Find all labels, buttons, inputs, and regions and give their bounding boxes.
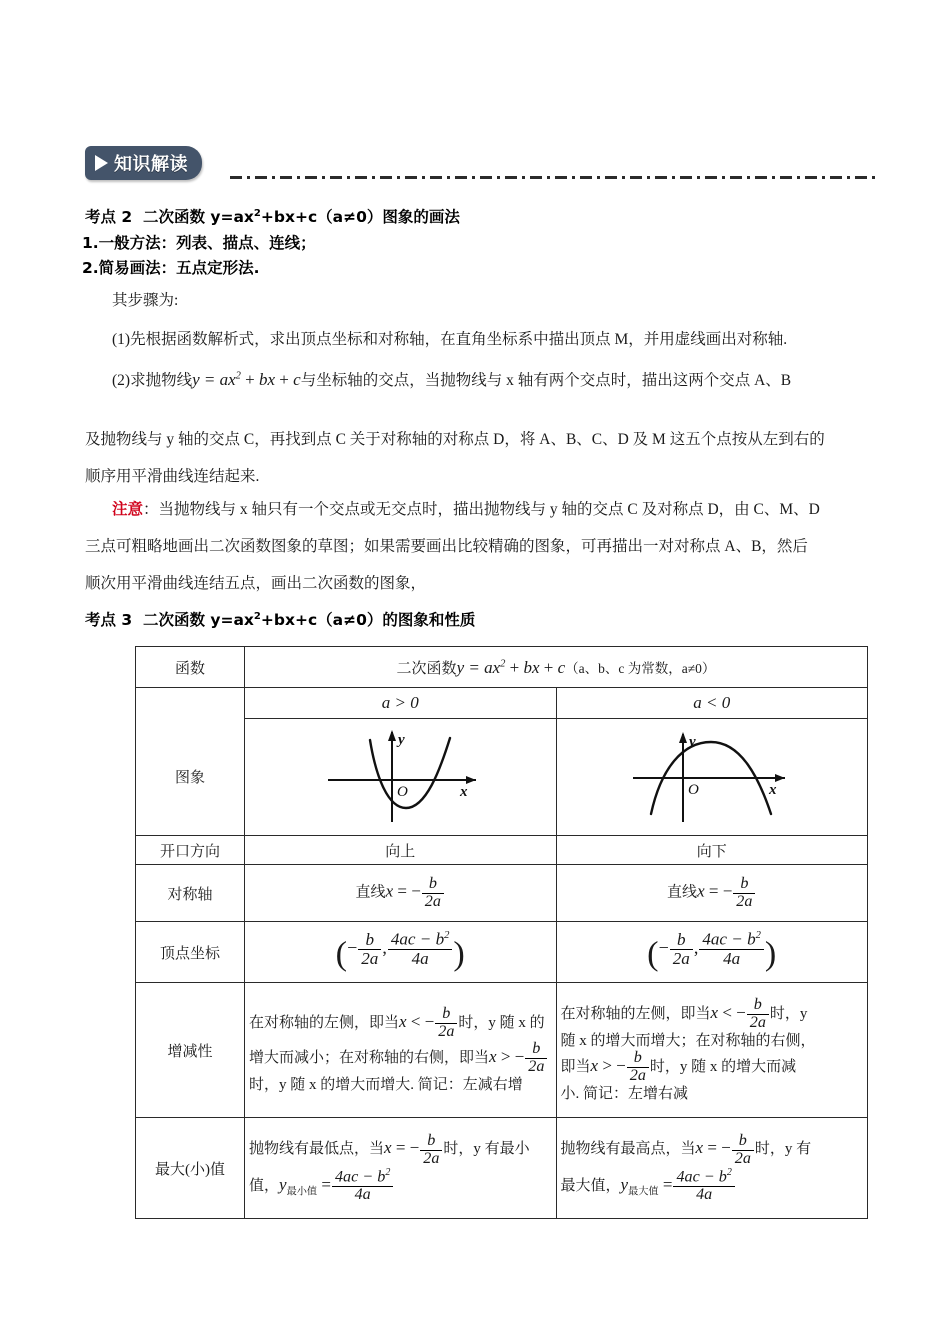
- svg-text:y: y: [398, 732, 405, 748]
- row-label-opening: 开口方向: [136, 836, 245, 865]
- sign-right-text: a < 0: [693, 693, 731, 712]
- row-label-axis-symmetry: 对称轴: [136, 865, 245, 922]
- function-prefix: 二次函数: [396, 660, 457, 677]
- row-label-sign-empty: [136, 688, 245, 719]
- quadratic-formula-inline: $y = ax^2$ + bx + c: [192, 370, 301, 389]
- ext-right-text2: 时，y 有: [754, 1141, 812, 1158]
- mono-right-formula2: x > − $\frac{b}{2a}$: [591, 1050, 650, 1085]
- kaodian2-item-1: 1.一般方法：列表、描点、连线；: [82, 234, 316, 252]
- table-row-function: [136, 647, 868, 688]
- extremum-left: [245, 1118, 557, 1219]
- monotonicity-right-line3: [561, 1050, 864, 1085]
- svg-text:O: O: [397, 784, 409, 800]
- kaodian2-note-line3: 顺次用平滑曲线连结五点，画出二次函数的图象，: [85, 575, 427, 592]
- table-row-opening: [136, 836, 868, 865]
- kaodian2-step-2-line2: 及抛物线与 y 轴的交点 C，再找到点 C 关于对称轴的对称点 D，将 A、B、C、D 及 M 这五个点按从左到右的: [85, 431, 825, 448]
- dash-dot-divider: [230, 176, 875, 179]
- sign-right: [556, 688, 868, 719]
- kaodian2-step-2-line3: 顺序用平滑曲线连结起来.: [85, 468, 260, 485]
- kaodian2-heading: 考点 2 二次函数 $y=ax^2+bx+c(a\ne 0)$图象的画法: [85, 207, 460, 226]
- row-label-extremum: 最大(小)值: [136, 1118, 245, 1219]
- ext-left-formula1: x = − $\frac{b}{2a}$: [384, 1132, 443, 1167]
- ext-left-formula2: $y_{最小值}$ = $\frac{4ac - b^2}{4a}$: [279, 1168, 394, 1204]
- mono-right-text3: 即当: [560, 1059, 591, 1075]
- extremum-left-line2: [249, 1168, 552, 1204]
- row-label-vertex: 顶点坐标: [136, 922, 245, 983]
- quadratic-properties-table: [135, 646, 868, 1219]
- kaodian2-steps-lead: 其步骤为:: [112, 292, 179, 309]
- note-line1-text: ：当抛物线与 x 轴只有一个交点或无交点时，描出抛物线与 y 轴的交点 C 及对称点 D，由 C、M、D: [143, 501, 820, 518]
- mono-right-text1: 在对称轴的左侧，即当: [560, 1005, 711, 1022]
- mono-right-text4: 时，y 随 x 的增大而减: [649, 1059, 797, 1075]
- mono-right-text2: 时，y: [769, 1005, 808, 1022]
- table-row-vertex: [136, 922, 868, 983]
- step2-prefix: (2)求抛物线: [112, 372, 193, 389]
- axis-symmetry-right: [556, 865, 868, 922]
- axis-right-formula: x = − $\frac{b}{2a}$: [697, 876, 756, 911]
- mono-left-text3: 增大而减小；在对称轴的右侧，即当: [249, 1050, 490, 1066]
- extremum-left-line1: [249, 1132, 552, 1167]
- badge-label: 知识解读: [114, 154, 188, 175]
- ext-right-text3: 最大值，: [560, 1177, 621, 1194]
- axis-left-formula: x = − $\frac{b}{2a}$: [386, 876, 445, 911]
- kaodian2-note-line2: 三点可粗略地画出二次函数图象的草图；如果需要画出比较精确的图象，可再描出一对对称点 A、B，然后: [85, 538, 808, 555]
- monotonicity-left-line3: 时，y 随 x 的增大而增大. 简记：左减右增: [249, 1077, 523, 1094]
- axis-left-word: 直线: [355, 884, 386, 901]
- svg-text:x: x: [768, 782, 777, 798]
- table-row-sign: [136, 688, 868, 719]
- row-label-graph: 图象: [136, 719, 245, 836]
- kaodian2-item-2: 2.简易画法：五点定形法.: [82, 259, 260, 277]
- graph-cell-upward: [245, 719, 557, 836]
- mono-left-formula1: x < − $\frac{b}{2a}$: [399, 1006, 458, 1041]
- monotonicity-right: [556, 983, 868, 1118]
- knowledge-explanation-badge: [85, 146, 202, 180]
- ext-right-formula2: $y_{最大值}$ = $\frac{4ac - b^2}{4a}$: [621, 1168, 736, 1204]
- ext-left-text1: 抛物线有最低点，当: [249, 1141, 385, 1158]
- sign-left-text: a > 0: [381, 693, 419, 712]
- svg-text:y: y: [688, 734, 696, 750]
- kaodian3-heading: 考点 3 二次函数 $y=ax^2+bx+c(a\ne 0)$的图象和性质: [85, 610, 476, 629]
- play-triangle-icon: [95, 155, 108, 171]
- parabola-upward-graph: [280, 722, 520, 832]
- note-label: 注意: [112, 501, 144, 518]
- function-suffix: （a、b、c 为常数，a≠0）: [565, 660, 716, 676]
- monotonicity-right-line1: [561, 997, 864, 1032]
- ext-left-text3: 值，: [249, 1177, 280, 1194]
- parabola-downward-graph: [607, 722, 817, 832]
- graph-cell-downward: [556, 719, 868, 836]
- step2-suffix: 与坐标轴的交点，当抛物线与 x 轴有两个交点时，描出这两个交点 A、B: [300, 372, 792, 389]
- ext-right-text1: 抛物线有最高点，当: [560, 1141, 696, 1158]
- monotonicity-right-line4: 小. 简记：左增右减: [560, 1086, 689, 1103]
- ext-left-text2: 时，y 有最小: [443, 1141, 530, 1158]
- function-formula: $y = ax^2$ + bx + c: [456, 657, 566, 677]
- kaodian2-step-2-line1: [112, 368, 791, 390]
- monotonicity-left: [245, 983, 557, 1118]
- mono-left-text1: 在对称轴的左侧，即当: [249, 1014, 400, 1031]
- mono-left-text2: 时，y 随 x 的: [458, 1014, 545, 1031]
- vertex-right-formula: (− $\frac{b}{2a}$ , $\frac{4ac - b^2}{4a}$ ): [647, 929, 777, 973]
- function-definition-cell: [245, 647, 868, 688]
- svg-text:x: x: [460, 784, 468, 800]
- table-row-extremum: [136, 1118, 868, 1219]
- kaodian2-note-line1: [112, 497, 820, 519]
- extremum-right-line1: [561, 1132, 864, 1167]
- row-label-function: 函数: [136, 647, 245, 688]
- svg-text:O: O: [687, 782, 699, 798]
- section-banner: [85, 146, 875, 188]
- table-row-axis-symmetry: [136, 865, 868, 922]
- vertex-right: [556, 922, 868, 983]
- opening-left: 向上: [245, 836, 557, 865]
- vertex-left: [245, 922, 557, 983]
- ext-right-formula1: x = − $\frac{b}{2a}$: [696, 1132, 755, 1167]
- extremum-right: [556, 1118, 868, 1219]
- monotonicity-right-line2: 随 x 的增大而增大；在对称轴的右侧，: [560, 1033, 816, 1049]
- monotonicity-left-line1: [249, 1006, 552, 1041]
- opening-right: 向下: [556, 836, 868, 865]
- axis-right-word: 直线: [667, 884, 698, 901]
- row-label-monotonicity: 增减性: [136, 983, 245, 1118]
- mono-right-formula1: x < − $\frac{b}{2a}$: [711, 997, 770, 1032]
- sign-left: [245, 688, 557, 719]
- vertex-left-formula: (− $\frac{b}{2a}$ , $\frac{4ac - b^2}{4a}$ ): [335, 929, 465, 973]
- axis-symmetry-left: [245, 865, 557, 922]
- extremum-right-line2: [561, 1168, 864, 1204]
- kaodian2-step-1: (1)先根据函数解析式，求出顶点坐标和对称轴，在直角坐标系中描出顶点 M，并用虚线画出对称轴.: [112, 331, 788, 348]
- monotonicity-left-line2: [249, 1041, 552, 1076]
- table-row-graph: [136, 719, 868, 836]
- mono-left-formula2: x > − $\frac{b}{2a}$: [489, 1041, 548, 1076]
- table-row-monotonicity: [136, 983, 868, 1118]
